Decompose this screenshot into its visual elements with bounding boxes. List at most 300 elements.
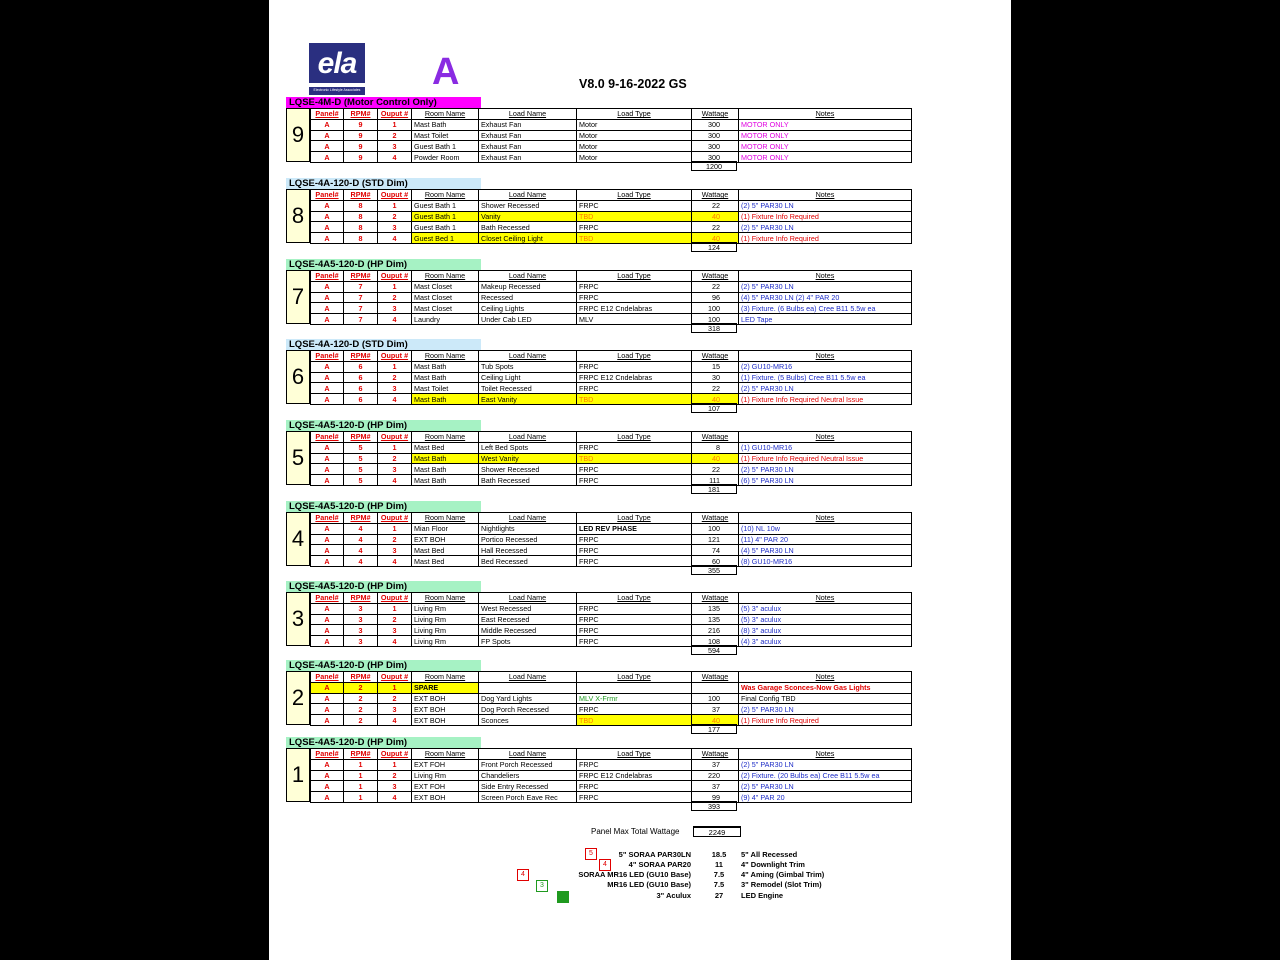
column-header: Load Type xyxy=(577,109,692,120)
table-header-row xyxy=(311,749,912,760)
table-cell: 1 xyxy=(344,770,378,781)
rpm-group-number: 8 xyxy=(286,189,310,243)
logo-text: ela xyxy=(317,47,357,80)
table-cell: Left Bed Spots xyxy=(479,442,577,453)
table-cell: A xyxy=(311,625,344,636)
table-cell: Living Rm xyxy=(412,636,479,647)
table-cell: Ceiling Lights xyxy=(479,303,577,314)
section-total-wattage: 355 xyxy=(691,565,737,575)
table-cell: 3 xyxy=(378,303,412,314)
column-header: Notes xyxy=(739,190,912,201)
column-header: Wattage xyxy=(692,271,739,282)
table-cell: Portico Recessed xyxy=(479,534,577,545)
load-table xyxy=(310,189,912,244)
section-total-wattage: 318 xyxy=(691,323,737,333)
table-cell: (2) 5" PAR30 LN xyxy=(739,464,912,475)
table-cell: 4 xyxy=(378,636,412,647)
table-cell: 3 xyxy=(378,464,412,475)
table-cell: 7 xyxy=(344,292,378,303)
table-header-row xyxy=(311,109,912,120)
rpm-group-number: 5 xyxy=(286,431,310,485)
table-cell: FRPC xyxy=(577,475,692,486)
table-cell: FRPC xyxy=(577,556,692,567)
table-row xyxy=(311,614,912,625)
table-cell: 5 xyxy=(344,475,378,486)
fixture-marker-icon: 5 xyxy=(585,848,597,860)
table-cell: 300 xyxy=(692,141,739,152)
table-cell: FRPC xyxy=(577,200,692,211)
section-total-wattage: 124 xyxy=(691,242,737,252)
table-cell: Mast Bath xyxy=(412,119,479,130)
section-title: LQSE-4A5-120-D (HP Dim) xyxy=(286,501,481,512)
table-cell: 1 xyxy=(378,119,412,130)
table-cell: 3 xyxy=(378,625,412,636)
table-row xyxy=(311,715,912,726)
table-cell: 2 xyxy=(378,770,412,781)
table-cell: 40 xyxy=(692,211,739,222)
table-cell: Mast Toilet xyxy=(412,130,479,141)
column-header: Load Name xyxy=(479,593,577,604)
table-cell: 22 xyxy=(692,464,739,475)
fixture-marker-icon: 3 xyxy=(536,880,548,892)
table-cell: 300 xyxy=(692,130,739,141)
table-cell: Chandeliers xyxy=(479,770,577,781)
table-cell: Hall Recessed xyxy=(479,545,577,556)
table-row xyxy=(311,603,912,614)
column-header: Ouput # xyxy=(378,109,412,120)
table-cell: Guest Bath 1 xyxy=(412,141,479,152)
table-cell: Mast Bath xyxy=(412,464,479,475)
section-title: LQSE-4A5-120-D (HP Dim) xyxy=(286,420,481,431)
section-title: LQSE-4A5-120-D (HP Dim) xyxy=(286,660,481,671)
table-cell: A xyxy=(311,372,344,383)
table-cell: (10) NL 10w xyxy=(739,523,912,534)
section-total-wattage: 1200 xyxy=(691,161,737,171)
table-header-row xyxy=(311,351,912,362)
column-header: RPM# xyxy=(344,432,378,443)
table-cell: 6 xyxy=(344,372,378,383)
table-cell xyxy=(577,682,692,693)
table-cell: TBD xyxy=(577,394,692,405)
load-table xyxy=(310,671,912,726)
column-header: Wattage xyxy=(692,513,739,524)
legend-fixture-description: LED Engine xyxy=(741,891,784,900)
table-cell: EXT BOH xyxy=(412,534,479,545)
legend-fixture-name: SORAA MR16 LED (GU10 Base) xyxy=(578,870,691,879)
table-cell: 30 xyxy=(692,372,739,383)
column-header: Load Type xyxy=(577,672,692,683)
table-cell: 1 xyxy=(344,781,378,792)
table-cell: Bath Recessed xyxy=(479,475,577,486)
column-header: Load Type xyxy=(577,593,692,604)
table-cell: FRPC xyxy=(577,625,692,636)
table-cell: FRPC xyxy=(577,759,692,770)
table-row xyxy=(311,372,912,383)
column-header: Load Name xyxy=(479,749,577,760)
load-table xyxy=(310,350,912,405)
table-cell: A xyxy=(311,200,344,211)
table-row xyxy=(311,222,912,233)
load-table xyxy=(310,108,912,163)
table-cell: 3 xyxy=(344,625,378,636)
column-header: Ouput # xyxy=(378,513,412,524)
table-cell: 22 xyxy=(692,383,739,394)
section-title: LQSE-4M-D (Motor Control Only) xyxy=(286,97,481,108)
table-cell: A xyxy=(311,292,344,303)
table-cell: 40 xyxy=(692,453,739,464)
table-cell: 22 xyxy=(692,222,739,233)
table-cell: A xyxy=(311,759,344,770)
table-cell: Recessed xyxy=(479,292,577,303)
table-cell: A xyxy=(311,442,344,453)
column-header: Ouput # xyxy=(378,271,412,282)
column-header: Load Name xyxy=(479,513,577,524)
legend-fixture-description: 4" Downlight Trim xyxy=(741,860,805,869)
table-cell: Mast Bath xyxy=(412,453,479,464)
table-cell xyxy=(479,682,577,693)
table-cell: A xyxy=(311,792,344,803)
version-label: V8.0 9-16-2022 GS xyxy=(579,77,687,91)
table-cell: Mian Floor xyxy=(412,523,479,534)
table-cell: 8 xyxy=(344,200,378,211)
legend-fixture-wattage: 7.5 xyxy=(713,880,725,889)
table-row xyxy=(311,292,912,303)
table-header-row xyxy=(311,593,912,604)
table-cell: MLV xyxy=(577,314,692,325)
table-cell: EXT FOH xyxy=(412,759,479,770)
fixture-marker-icon: 4 xyxy=(599,859,611,871)
column-header: Notes xyxy=(739,271,912,282)
table-cell: MOTOR ONLY xyxy=(739,152,912,163)
table-cell: Shower Recessed xyxy=(479,464,577,475)
table-cell: 37 xyxy=(692,704,739,715)
table-header-row xyxy=(311,432,912,443)
table-cell: TBD xyxy=(577,233,692,244)
section-total-wattage: 393 xyxy=(691,801,737,811)
table-cell: Mast Bath xyxy=(412,394,479,405)
column-header: Room Name xyxy=(412,271,479,282)
table-cell: 3 xyxy=(378,141,412,152)
table-cell: A xyxy=(311,314,344,325)
table-cell: Guest Bath 1 xyxy=(412,211,479,222)
column-header: Load Type xyxy=(577,432,692,443)
column-header: RPM# xyxy=(344,672,378,683)
table-cell: Mast Bed xyxy=(412,442,479,453)
load-table xyxy=(310,512,912,567)
table-row xyxy=(311,534,912,545)
column-header: Wattage xyxy=(692,190,739,201)
table-cell: (1) Fixture Info Required Neutral Issue xyxy=(739,453,912,464)
table-cell: Motor xyxy=(577,141,692,152)
table-row xyxy=(311,770,912,781)
section-title: LQSE-4A-120-D (STD Dim) xyxy=(286,339,481,350)
table-cell: 7 xyxy=(344,314,378,325)
load-table xyxy=(310,270,912,325)
table-header-row xyxy=(311,271,912,282)
table-cell: TBD xyxy=(577,715,692,726)
table-cell: 4 xyxy=(378,715,412,726)
table-cell: A xyxy=(311,534,344,545)
column-header: RPM# xyxy=(344,271,378,282)
rpm-group-number: 2 xyxy=(286,671,310,725)
column-header: Ouput # xyxy=(378,351,412,362)
column-header: Notes xyxy=(739,749,912,760)
table-cell: 2 xyxy=(378,130,412,141)
table-cell: 300 xyxy=(692,152,739,163)
table-cell: (2) 5" PAR30 LN xyxy=(739,704,912,715)
table-cell: Front Porch Recessed xyxy=(479,759,577,770)
table-cell: Vanity xyxy=(479,211,577,222)
table-cell: Exhaust Fan xyxy=(479,130,577,141)
table-cell: (5) 3" aculux xyxy=(739,614,912,625)
table-cell: Ceiling Light xyxy=(479,372,577,383)
column-header: Panel# xyxy=(311,190,344,201)
section-total-wattage: 594 xyxy=(691,645,737,655)
table-row xyxy=(311,636,912,647)
table-row xyxy=(311,523,912,534)
column-header: Notes xyxy=(739,432,912,443)
table-cell: A xyxy=(311,141,344,152)
section-total-wattage: 181 xyxy=(691,484,737,494)
table-cell: 2 xyxy=(344,715,378,726)
column-header: Room Name xyxy=(412,749,479,760)
column-header: Panel# xyxy=(311,749,344,760)
table-cell: Motor xyxy=(577,152,692,163)
table-cell: 96 xyxy=(692,292,739,303)
table-cell: 4 xyxy=(378,475,412,486)
table-cell: 9 xyxy=(344,130,378,141)
table-cell: 2 xyxy=(344,693,378,704)
column-header: Panel# xyxy=(311,672,344,683)
table-cell: Motor xyxy=(577,130,692,141)
column-header: RPM# xyxy=(344,593,378,604)
table-cell: Sconces xyxy=(479,715,577,726)
table-cell: (1) GU10-MR16 xyxy=(739,442,912,453)
table-cell: Mast Closet xyxy=(412,303,479,314)
document-page xyxy=(269,0,1011,960)
table-cell: 40 xyxy=(692,715,739,726)
table-cell: FRPC E12 Cndelabras xyxy=(577,770,692,781)
table-cell: Shower Recessed xyxy=(479,200,577,211)
legend-fixture-wattage: 11 xyxy=(715,860,723,869)
column-header: Notes xyxy=(739,672,912,683)
table-cell: (1) Fixture Info Required Neutral Issue xyxy=(739,394,912,405)
legend-fixture-name: 3" Aculux xyxy=(656,891,691,900)
table-row xyxy=(311,759,912,770)
table-cell: A xyxy=(311,464,344,475)
table-row xyxy=(311,556,912,567)
table-row xyxy=(311,781,912,792)
table-cell: 1 xyxy=(378,759,412,770)
table-cell: TBD xyxy=(577,211,692,222)
column-header: Ouput # xyxy=(378,432,412,443)
table-cell: 2 xyxy=(378,693,412,704)
table-row xyxy=(311,303,912,314)
table-cell: 216 xyxy=(692,625,739,636)
table-cell: 9 xyxy=(344,119,378,130)
legend-fixture-wattage: 27 xyxy=(714,891,724,900)
table-cell: Guest Bed 1 xyxy=(412,233,479,244)
table-cell: West Vanity xyxy=(479,453,577,464)
table-cell: LED Tape xyxy=(739,314,912,325)
table-cell: 6 xyxy=(344,361,378,372)
load-table xyxy=(310,748,912,803)
column-header: Ouput # xyxy=(378,749,412,760)
table-cell: Mast Closet xyxy=(412,292,479,303)
table-cell: EXT BOH xyxy=(412,715,479,726)
table-cell: FRPC xyxy=(577,464,692,475)
table-cell: 4 xyxy=(378,152,412,163)
table-cell: (1) Fixture. (5 Bulbs) Cree B11 5.5w ea xyxy=(739,372,912,383)
section-title: LQSE-4A5-120-D (HP Dim) xyxy=(286,581,481,592)
table-cell: SPARE xyxy=(412,682,479,693)
table-cell: FRPC xyxy=(577,442,692,453)
table-cell: EXT BOH xyxy=(412,693,479,704)
table-cell: A xyxy=(311,222,344,233)
grand-total-label: Panel Max Total Wattage xyxy=(591,827,680,836)
table-cell: Side Entry Recessed xyxy=(479,781,577,792)
logo-subtext: Electronic Lifestyle Associates xyxy=(313,88,361,92)
table-cell: FRPC xyxy=(577,792,692,803)
table-cell: (4) 5" PAR30 LN xyxy=(739,545,912,556)
table-cell: Toilet Recessed xyxy=(479,383,577,394)
table-cell: 37 xyxy=(692,759,739,770)
table-cell: 3 xyxy=(378,781,412,792)
table-cell: A xyxy=(311,693,344,704)
table-cell: A xyxy=(311,682,344,693)
table-header-row xyxy=(311,190,912,201)
table-cell: A xyxy=(311,233,344,244)
table-cell: A xyxy=(311,475,344,486)
table-cell: 1 xyxy=(378,361,412,372)
table-row xyxy=(311,545,912,556)
rpm-group-number: 7 xyxy=(286,270,310,324)
table-cell: 1 xyxy=(378,281,412,292)
table-cell: 37 xyxy=(692,781,739,792)
column-header: Ouput # xyxy=(378,190,412,201)
table-cell: A xyxy=(311,211,344,222)
column-header: RPM# xyxy=(344,513,378,524)
table-cell: 4 xyxy=(378,556,412,567)
load-table xyxy=(310,592,912,647)
table-cell: Final Config TBD xyxy=(739,693,912,704)
table-cell: (2) 5" PAR30 LN xyxy=(739,200,912,211)
table-cell: 2 xyxy=(378,292,412,303)
table-cell: Bath Recessed xyxy=(479,222,577,233)
section-total-wattage: 177 xyxy=(691,724,737,734)
column-header: Notes xyxy=(739,109,912,120)
table-cell: Living Rm xyxy=(412,625,479,636)
table-row xyxy=(311,682,912,693)
table-cell: EXT FOH xyxy=(412,781,479,792)
table-cell: MOTOR ONLY xyxy=(739,119,912,130)
table-row xyxy=(311,211,912,222)
table-cell: (11) 4" PAR 20 xyxy=(739,534,912,545)
column-header: Wattage xyxy=(692,351,739,362)
table-cell: 4 xyxy=(344,534,378,545)
table-row xyxy=(311,453,912,464)
table-cell: Screen Porch Eave Rec xyxy=(479,792,577,803)
column-header: RPM# xyxy=(344,749,378,760)
table-row xyxy=(311,141,912,152)
table-cell: Living Rm xyxy=(412,603,479,614)
table-row xyxy=(311,704,912,715)
rpm-group-number: 1 xyxy=(286,748,310,802)
table-cell: (1) Fixture Info Required xyxy=(739,233,912,244)
table-cell: Exhaust Fan xyxy=(479,152,577,163)
table-cell: Mast Bed xyxy=(412,545,479,556)
table-cell: A xyxy=(311,770,344,781)
table-cell: Mast Bath xyxy=(412,361,479,372)
table-cell: 4 xyxy=(378,314,412,325)
table-cell: 40 xyxy=(692,394,739,405)
legend-fixture-description: 4" Aming (Gimbal Trim) xyxy=(741,870,825,879)
table-cell: FRPC xyxy=(577,603,692,614)
section-title: LQSE-4A5-120-D (HP Dim) xyxy=(286,737,481,748)
table-cell: A xyxy=(311,281,344,292)
table-cell: 1 xyxy=(344,792,378,803)
table-cell: 60 xyxy=(692,556,739,567)
table-cell: Exhaust Fan xyxy=(479,141,577,152)
column-header: Room Name xyxy=(412,190,479,201)
table-cell: FP Spots xyxy=(479,636,577,647)
column-header: Wattage xyxy=(692,593,739,604)
column-header: Wattage xyxy=(692,749,739,760)
ela-logo xyxy=(309,43,365,95)
table-row xyxy=(311,792,912,803)
section-title: LQSE-4A5-120-D (HP Dim) xyxy=(286,259,481,270)
table-cell: 5 xyxy=(344,453,378,464)
table-cell: (9) 4" PAR 20 xyxy=(739,792,912,803)
table-cell: FRPC xyxy=(577,534,692,545)
table-cell: 5 xyxy=(344,464,378,475)
table-cell: Powder Room xyxy=(412,152,479,163)
table-cell: A xyxy=(311,636,344,647)
table-cell: 108 xyxy=(692,636,739,647)
column-header: RPM# xyxy=(344,109,378,120)
table-cell: 2 xyxy=(344,682,378,693)
table-cell: 3 xyxy=(378,545,412,556)
table-cell: A xyxy=(311,361,344,372)
panel-letter: A xyxy=(432,51,460,93)
table-cell: 2 xyxy=(378,211,412,222)
table-cell: 121 xyxy=(692,534,739,545)
table-cell: (6) 5" PAR30 LN xyxy=(739,475,912,486)
table-cell: 8 xyxy=(692,442,739,453)
table-cell: A xyxy=(311,614,344,625)
table-cell: (2) 5" PAR30 LN xyxy=(739,781,912,792)
table-cell: 300 xyxy=(692,119,739,130)
table-row xyxy=(311,130,912,141)
table-cell: FRPC E12 Cndelabras xyxy=(577,303,692,314)
legend-fixture-name: MR16 LED (GU10 Base) xyxy=(607,880,691,889)
table-cell: A xyxy=(311,603,344,614)
column-header: Room Name xyxy=(412,432,479,443)
table-cell: Tub Spots xyxy=(479,361,577,372)
table-cell: 1 xyxy=(378,603,412,614)
table-cell: 4 xyxy=(378,792,412,803)
column-header: Panel# xyxy=(311,513,344,524)
table-cell: 1 xyxy=(378,442,412,453)
legend-fixture-name: 5" SORAA PAR30LN xyxy=(618,850,691,859)
table-cell: 4 xyxy=(344,556,378,567)
table-cell: 2 xyxy=(378,372,412,383)
column-header: Room Name xyxy=(412,513,479,524)
table-cell: MOTOR ONLY xyxy=(739,141,912,152)
table-cell: (4) 5" PAR30 LN (2) 4" PAR 20 xyxy=(739,292,912,303)
column-header: Load Type xyxy=(577,513,692,524)
table-row xyxy=(311,119,912,130)
